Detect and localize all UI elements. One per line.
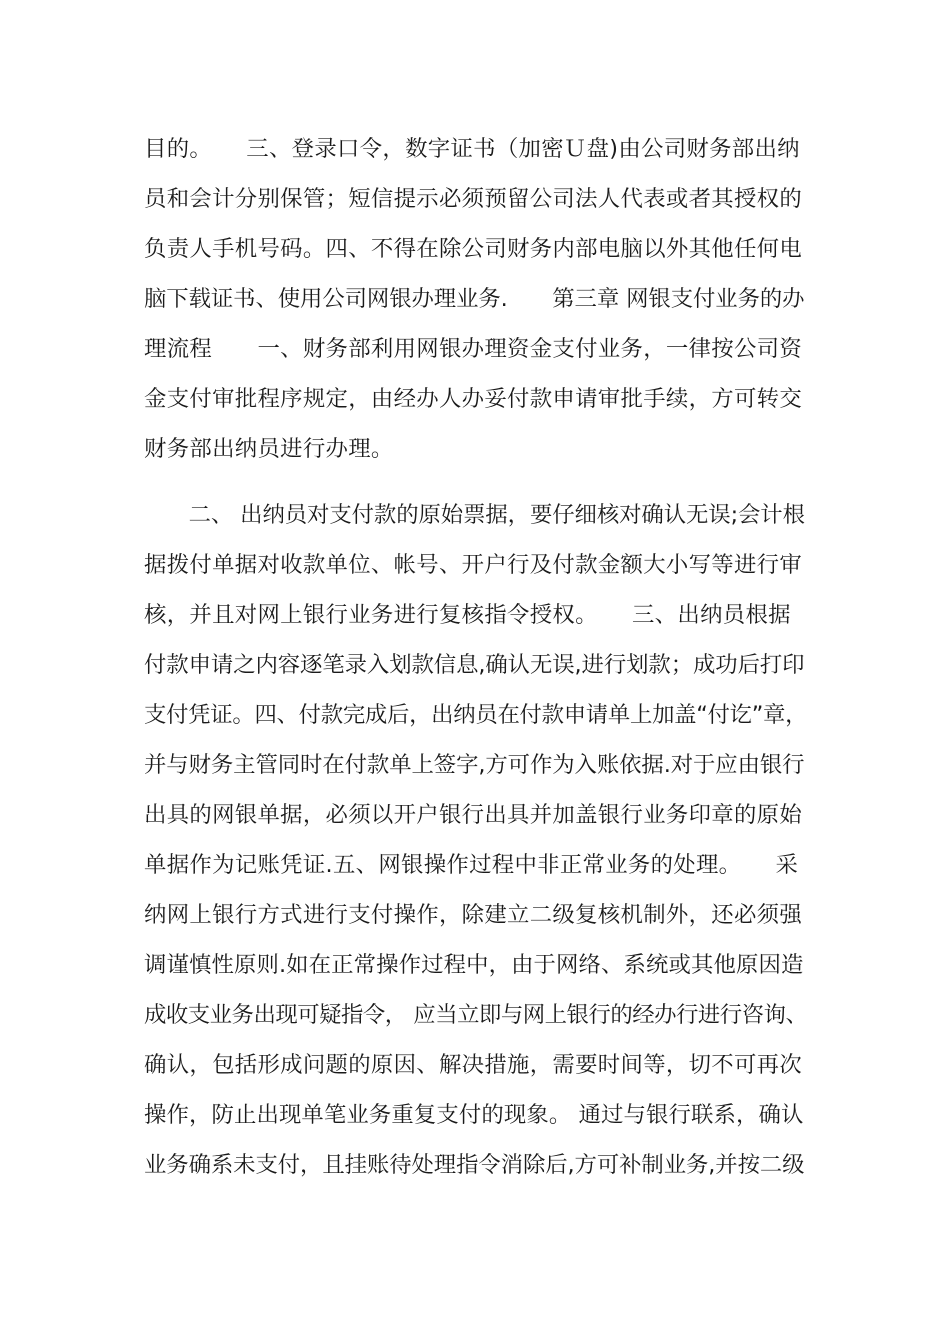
text-line: 确认，包括形成问题的原因、解决措施，需要时间等，切不可再次	[144, 1052, 803, 1078]
paragraph-1	[144, 124, 808, 474]
text-line: 纳网上银行方式进行支付操作，除建立二级复核机制外，还必须强	[144, 902, 803, 928]
document-body	[144, 124, 808, 1190]
text-line: 员和会计分别保管；短信提示必须预留公司法人代表或者其授权的	[144, 186, 803, 212]
text-line: 支付凭证。四、付款完成后，出纳员在付款申请单上加盖“付讫”章，	[144, 702, 808, 728]
text-line: 财务部出纳员进行办理。	[144, 436, 394, 462]
text-line: 二、 出纳员对支付款的原始票据，要仔细核对确认无误;会计根	[144, 502, 805, 528]
text-line: 负责人手机号码。四、不得在除公司财务内部电脑以外其他任何电	[144, 236, 803, 262]
text-line: 目的。 三、登录口令，数字证书（加密Ｕ盘)由公司财务部出纳	[144, 136, 800, 162]
text-line: 业务确系未支付，且挂账待处理指令消除后,方可补制业务,并按二级	[144, 1152, 805, 1178]
text-line: 操作，防止出现单笔业务重复支付的现象。 通过与银行联系，确认	[144, 1102, 804, 1128]
text-line: 据拨付单据对收款单位、帐号、开户行及付款金额大小写等进行审	[144, 552, 803, 578]
paragraph-2	[144, 490, 808, 1190]
text-line: 调谨慎性原则.如在正常操作过程中，由于网络、系统或其他原因造	[144, 952, 804, 978]
text-line: 脑下载证书、使用公司网银办理业务. 第三章 网银支付业务的办	[144, 286, 805, 312]
text-line: 成收支业务出现可疑指令， 应当立即与网上银行的经办行进行咨询、	[144, 1002, 808, 1028]
text-line: 理流程 一、财务部利用网银办理资金支付业务，一律按公司资	[144, 336, 803, 362]
text-line: 出具的网银单据，必须以开户银行出具并加盖银行业务印章的原始	[144, 802, 803, 828]
paragraph-spacer	[144, 474, 808, 490]
text-line: 核，并且对网上银行业务进行复核指令授权。 三、出纳员根据	[144, 602, 791, 628]
text-line: 并与财务主管同时在付款单上签字,方可作为入账依据.对于应由银行	[144, 752, 805, 778]
text-line: 单据作为记账凭证.五、网银操作过程中非正常业务的处理。 采	[144, 852, 799, 878]
text-line: 金支付审批程序规定，由经办人办妥付款申请审批手续，方可转交	[144, 386, 803, 412]
text-line: 付款申请之内容逐笔录入划款信息,确认无误,进行划款；成功后打印	[144, 652, 805, 678]
